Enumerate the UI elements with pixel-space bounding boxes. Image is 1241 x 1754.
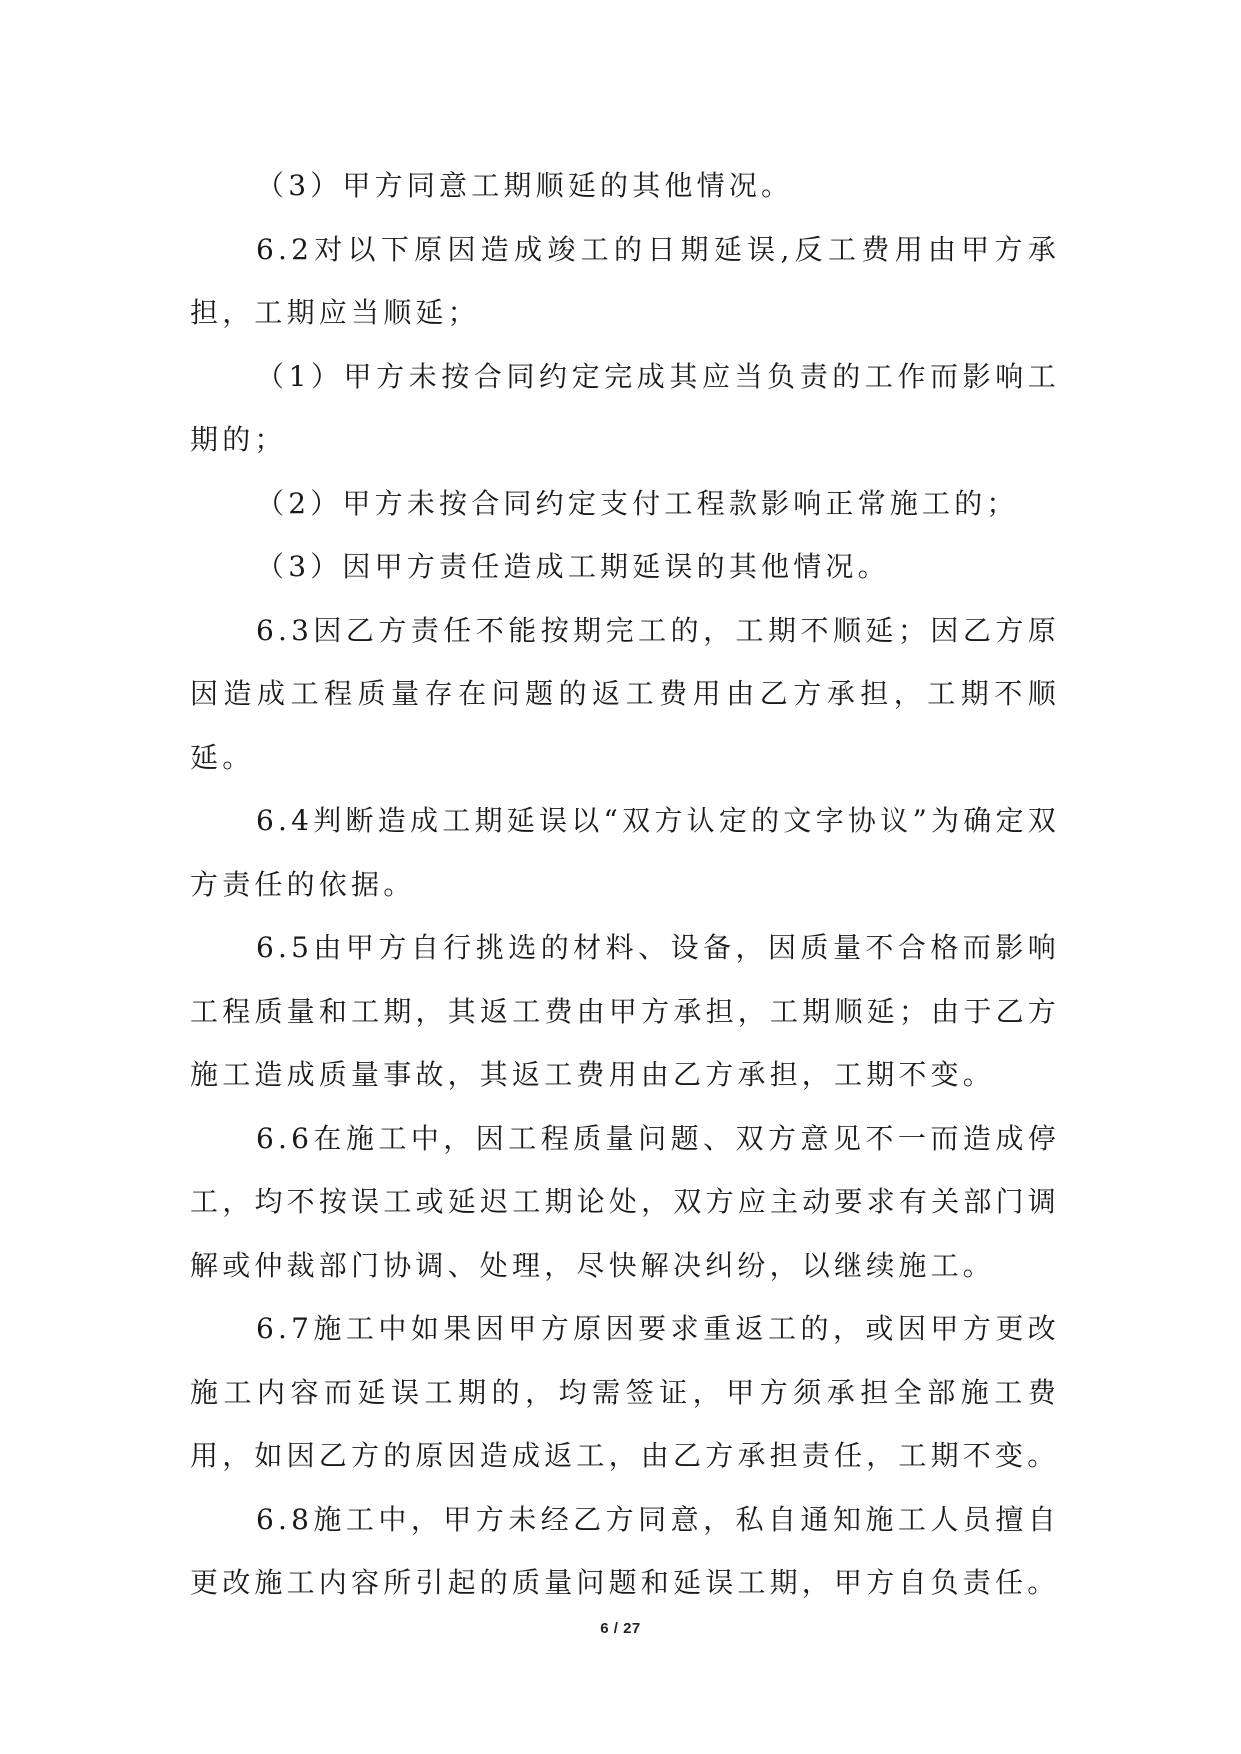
page-number: 6 / 27 <box>600 1620 641 1637</box>
paragraph-6-7: 6.7施工中如果因甲方原因要求重返工的，或因甲方更改施工内容而延误工期的，均需签证，甲方须承担全部施工费用，如因乙方的原因造成返工，由乙方承担责任，工期不变。 <box>190 1312 1060 1472</box>
paragraph-6-4: 6.4判断造成工期延误以“双方认定的文字协议”为确定双方责任的依据。 <box>190 804 1060 901</box>
paragraph-6-8: 6.8施工中，甲方未经乙方同意，私自通知施工人员擅自更改施工内容所引起的质量问题和延误工期，甲方自负责任。 <box>190 1502 1060 1599</box>
document-body <box>190 154 1060 1615</box>
paragraph-6-5: 6.5由甲方自行挑选的材料、设备，因质量不合格而影响工程质量和工期，其返工费由甲方承担，工期顺延；由于乙方施工造成质量事故，其返工费用由乙方承担，工期不变。 <box>190 931 1060 1091</box>
paragraph-6-2-2: （2）甲方未按合同约定支付工程款影响正常施工的； <box>256 486 1019 520</box>
paragraph-6-2: 6.2对以下原因造成竣工的日期延误,反工费用由甲方承担，工期应当顺延； <box>190 232 1060 329</box>
paragraph-6-3: 6.3因乙方责任不能按期完工的，工期不顺延；因乙方原因造成工程质量存在问题的返工费用由乙方承担，工期不顺延。 <box>190 613 1060 774</box>
paragraph-6-6: 6.6在施工中，因工程质量问题、双方意见不一而造成停工，均不按误工或延迟工期论处，双方应主动要求有关部门调解或仲裁部门协调、处理，尽快解决纠纷，以继续施工。 <box>190 1121 1060 1282</box>
paragraph-3-3: （3）甲方同意工期顺延的其他情况。 <box>256 169 794 202</box>
paragraph-6-2-3: （3）因甲方责任造成工期延误的其他情况。 <box>256 550 890 583</box>
paragraph-6-2-1: （1）甲方未按合同约定完成其应当负责的工作而影响工期的； <box>190 359 1060 456</box>
